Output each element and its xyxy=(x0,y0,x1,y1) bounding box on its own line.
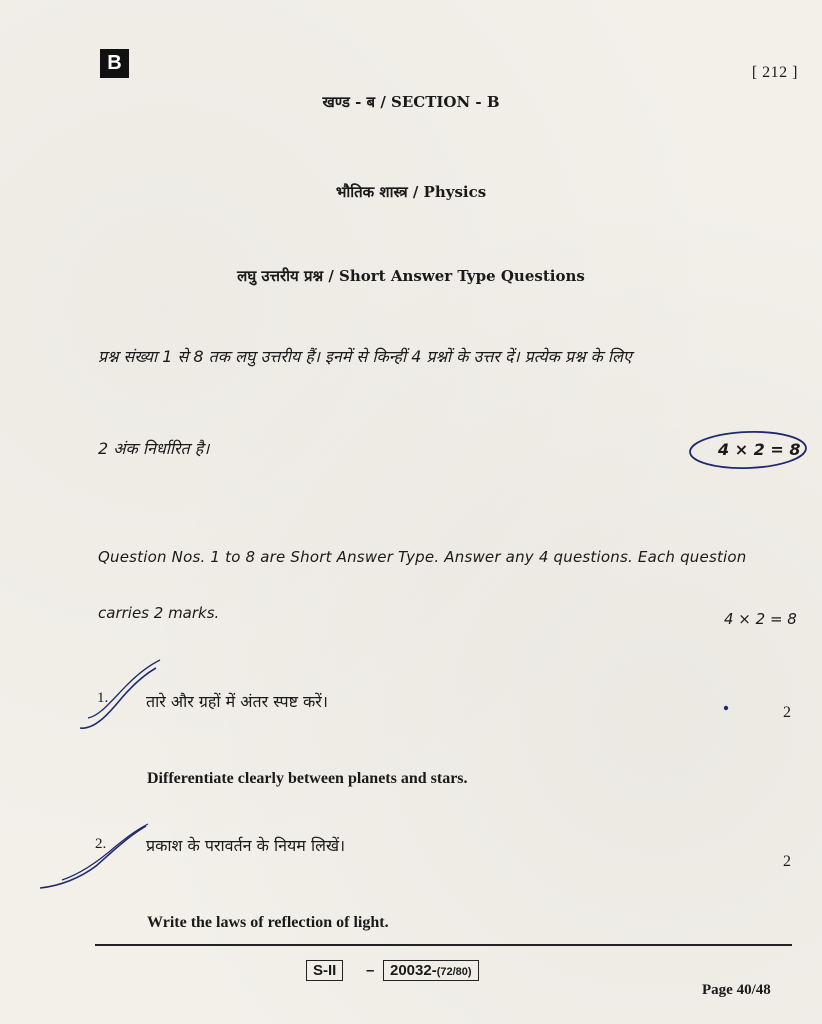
tick-mark-icon xyxy=(80,668,156,728)
subject-title: भौतिक शास्त्र / Physics xyxy=(335,183,487,201)
instructions-english-line1: Question Nos. 1 to 8 are Short Answer Type. Answer any 4 questions. Each question xyxy=(98,548,747,566)
question-2-hindi: प्रकाश के परावर्तन के नियम लिखें। xyxy=(146,836,346,855)
question-2-number: 2. xyxy=(95,836,107,852)
question-1-hindi: तारे और ग्रहों में अंतर स्पष्ट करें। xyxy=(146,692,328,711)
page-number: Page 40/48 xyxy=(702,982,771,998)
ink-dot xyxy=(724,706,728,710)
footer-code-suffix: (72/80) xyxy=(436,966,472,978)
section-title: खण्ड - ब / SECTION - B xyxy=(322,93,500,111)
marks-scheme-hindi: 4 × 2 = 8 xyxy=(718,440,801,459)
paper-code: [ 212 ] xyxy=(751,64,798,81)
question-1-english: Differentiate clearly between planets and stars. xyxy=(147,770,468,787)
marks-scheme-english: 4 × 2 = 8 xyxy=(724,610,797,628)
question-2-english: Write the laws of reflection of light. xyxy=(147,914,389,931)
footer-code-box xyxy=(383,960,479,981)
tick-mark-icon xyxy=(40,826,146,888)
question-type-title: लघु उत्तरीय प्रश्न / Short Answer Type Questions xyxy=(237,267,585,285)
footer-code: 20032- xyxy=(390,962,437,979)
instructions-hindi-line2: 2 अंक निर्धारित है। xyxy=(98,439,210,458)
section-badge: B xyxy=(100,49,129,78)
footer-dash: – xyxy=(366,962,375,979)
footer-divider xyxy=(95,944,792,946)
instructions-hindi-line1: प्रश्न संख्या 1 से 8 तक लघु उत्तरीय हैं। इनमें से किन्हीं 4 प्रश्नों के उत्तर दें। प्रत्येक प्रश्न के लिए xyxy=(98,347,632,366)
question-1-marks: 2 xyxy=(783,704,791,721)
question-2-marks: 2 xyxy=(783,853,791,870)
question-1-number: 1. xyxy=(97,690,109,706)
footer-series-box: S-II xyxy=(306,960,343,981)
instructions-english-line2: carries 2 marks. xyxy=(98,604,220,622)
